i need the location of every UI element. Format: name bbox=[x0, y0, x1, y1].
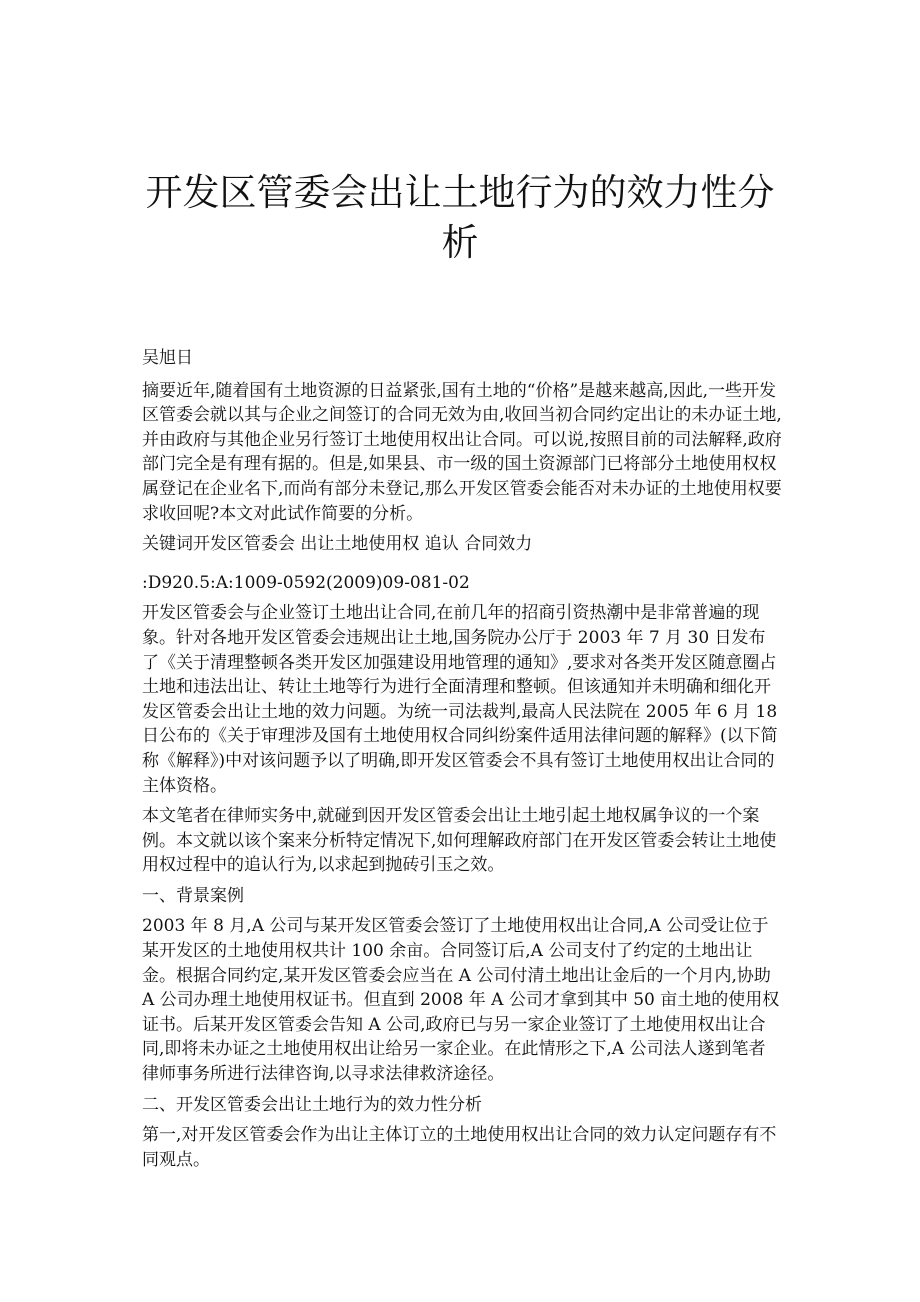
section-heading: 一、背景案例 bbox=[142, 885, 244, 906]
classification-line: :D920.5:A:1009-0592(2009)09-081-02 bbox=[142, 572, 470, 593]
author-name: 吴旭日 bbox=[142, 348, 193, 368]
body-paragraph: 第一,对开发区管委会作为出让主体订立的土地使用权出让合同的效力认定问题存有不同观点。 bbox=[142, 1125, 777, 1170]
document-body bbox=[142, 346, 782, 1178]
body-paragraph: 本文笔者在律师实务中,就碰到因开发区管委会出让土地引起土地权属争议的一个案例。本文就以该个案来分析特定情况下,如何理解政府部门在开发区管委会转让土地使用权过程中的追认行为,以求起到抛砖引玉之效。 bbox=[142, 806, 777, 876]
body-paragraph: 开发区管委会与企业签订土地出让合同,在前几年的招商引资热潮中是非常普遍的现象。针对各地开发区管委会违规出让土地,国务院办公厅于 2003 年 7 月 30 日发布了《关于清理整顿各类开发区加强建设用地管理的通知》,要求对各类开发区随意圈占土地和违法出让、转让土地等行为进行全面清理和整顿。但该通知并未明确和细化开发区管委会出让土地的效力问题。为统一司法裁判,最高人民法院在 2005 年 6 月 18 日公布的《关于审理涉及国有土地使用权合同纠纷案件适用法律问题的解释》(以下简称《解释》)中对该问题予以了明确,即开发区管委会不具有签订土地使用权出让合同的主体资格。 bbox=[142, 603, 778, 796]
keywords-line: 关键词开发区管委会 出让土地使用权 追认 合同效力 bbox=[142, 534, 533, 555]
body-paragraph: 2003 年 8 月,A 公司与某开发区管委会签订了土地使用权出让合同,A 公司受让位于某开发区的土地使用权共计 100 余亩。合同签订后,A 公司支付了约定的土地出让金。根据合同约定,某开发区管委会应当在 A 公司付清土地出让金后的一个月内,协助 A 公司办理土地使用权证书。但直到 2008 年 A 公司才拿到其中 50 亩土地的使用权证书。后某开发区管委会告知 A 公司,政府已与另一家企业签订了土地使用权出让合同,即将未办证之土地使用权出让给另一家企业。在此情形之下,A 公司法人遂到笔者律师事务所进行法律咨询,以寻求法律救济途径。 bbox=[142, 916, 780, 1085]
section-heading: 二、开发区管委会出让土地行为的效力性分析 bbox=[142, 1094, 482, 1115]
abstract-paragraph: 摘要近年,随着国有土地资源的日益紧张,国有土地的“价格”是越来越高,因此,一些开发区管委会就以其与企业之间签订的合同无效为由,收回当初合同约定出让的未办证土地,并由政府与其他企业另行签订土地使用权出让合同。可以说,按照目前的司法解释,政府部门完全是有理有据的。但是,如果县、市一级的国土资源部门已将部分土地使用权权属登记在企业名下,而尚有部分未登记,那么开发区管委会能否对未办证的土地使用权要求收回呢?本文对此试作简要的分析。 bbox=[142, 380, 782, 524]
document-title: 开发区管委会出让土地行为的效力性分析 bbox=[145, 171, 775, 264]
